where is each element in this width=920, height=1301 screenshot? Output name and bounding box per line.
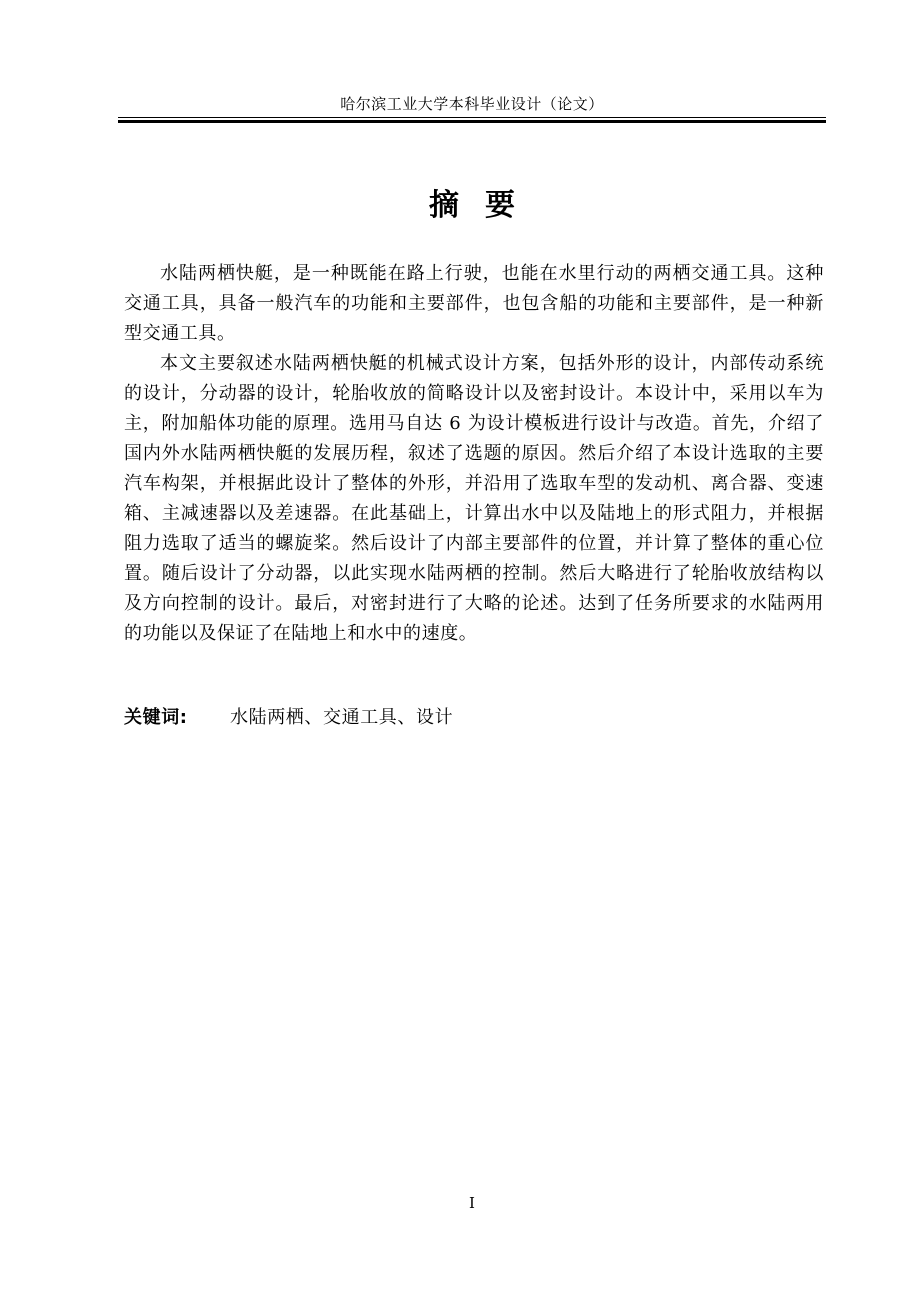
keywords-value: 水陆两栖、交通工具、设计	[230, 707, 454, 728]
abstract-body	[124, 259, 824, 649]
keywords-line	[124, 703, 824, 733]
abstract-paragraph-1: 水陆两栖快艇，是一种既能在路上行驶，也能在水里行动的两栖交通工具。这种交通工具，具备一般汽车的功能和主要部件，也包含船的功能和主要部件，是一种新型交通工具。	[124, 263, 824, 344]
header-rule-thin	[118, 117, 826, 118]
abstract-title: 摘要	[429, 188, 541, 223]
keywords-label: 关键词:	[124, 707, 188, 728]
header-rule-thick	[118, 120, 826, 123]
abstract-paragraph-2: 本文主要叙述水陆两栖快艇的机械式设计方案，包括外形的设计，内部传动系统的设计，分动器的设计，轮胎收放的简略设计以及密封设计。本设计中，采用以车为主，附加船体功能的原理。选用马自达 6 为设计模板进行设计与改造。首先，介绍了国内外水陆两栖快艇的发展历程，叙述了选题的原因。然后介绍了本设计选取的主要汽车构架，并根据此设计了整体的外形，并沿用了选取车型的发动机、离合器、变速箱、主减速器以及差速器。在此基础上，计算出水中以及陆地上的形式阻力，并根据阻力选取了适当的螺旋桨。然后设计了内部主要部件的位置，并计算了整体的重心位置。随后设计了分动器，以此实现水陆两栖的控制。然后大略进行了轮胎收放结构以及方向控制的设计。最后，对密封进行了大略的论述。达到了任务所要求的水陆两用的功能以及保证了在陆地上和水中的速度。	[124, 353, 824, 644]
running-header: 哈尔滨工业大学本科毕业设计（论文）	[340, 95, 604, 113]
page-number: I	[469, 1194, 475, 1212]
